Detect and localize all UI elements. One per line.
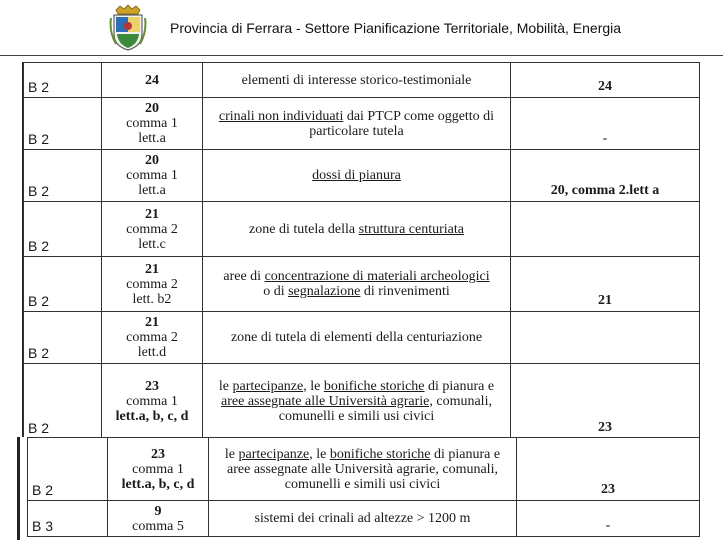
description-text: dai PTCP come oggetto di particolare tutela bbox=[309, 108, 495, 139]
description-text: le bbox=[312, 446, 330, 462]
province-coat-of-arms-icon bbox=[108, 4, 148, 52]
article-cell bbox=[102, 202, 203, 257]
norms-table bbox=[23, 62, 700, 439]
underlined-text: segnalazione bbox=[288, 284, 361, 299]
article-number: 23 bbox=[145, 378, 159, 394]
table-row bbox=[28, 438, 700, 501]
category-cell: B 2 bbox=[24, 63, 102, 98]
article-cell bbox=[102, 63, 203, 98]
article-cell bbox=[102, 312, 203, 364]
article-comma: comma 1 bbox=[126, 116, 178, 131]
description-cell: elementi di interesse storico-testimoniale bbox=[203, 63, 511, 98]
reference-cell: 23 bbox=[517, 438, 700, 501]
norms-table-continuation bbox=[27, 437, 700, 537]
description-cell bbox=[203, 150, 511, 202]
article-comma: comma 1 bbox=[126, 393, 178, 409]
underlined-text: bonifiche storiche bbox=[323, 378, 425, 394]
article-number: 20 bbox=[145, 153, 159, 168]
article-comma: comma 1 bbox=[126, 168, 178, 183]
description-cell bbox=[203, 98, 511, 150]
underlined-text: crinali non individuati bbox=[218, 108, 344, 124]
article-letter: lett.a, b, c, d bbox=[115, 408, 189, 424]
description-cell: sistemi dei crinali ad altezze > 1200 m bbox=[209, 501, 517, 537]
category-cell: B 2 bbox=[24, 257, 102, 312]
description-text: aree di bbox=[223, 269, 265, 284]
article-comma: comma 2 bbox=[126, 330, 178, 345]
article-number: 21 bbox=[145, 315, 159, 330]
article-comma: comma 2 bbox=[126, 276, 178, 292]
table-row bbox=[24, 257, 700, 312]
article-comma: comma 5 bbox=[132, 518, 184, 534]
article-letter: lett.d bbox=[137, 345, 167, 360]
reference-cell: 23 bbox=[511, 364, 700, 439]
description-cell: zone di tutela di elementi della centuriazione bbox=[203, 312, 511, 364]
table-row bbox=[24, 63, 700, 98]
description-text: comunali, comunelli e simili usi civici bbox=[278, 393, 492, 424]
description-cell bbox=[209, 438, 517, 501]
article-number: 21 bbox=[145, 261, 159, 277]
table-row bbox=[24, 150, 700, 202]
description-cell bbox=[203, 257, 511, 312]
underlined-text: aree assegnate alle Università agrarie, bbox=[221, 393, 433, 409]
description-text: zone di tutela della bbox=[249, 221, 359, 237]
category-cell: B 2 bbox=[24, 364, 102, 439]
description-text: di pianura e aree assegnate alle Università agrarie, comunali, comunelli e simili usi civici bbox=[227, 446, 501, 492]
description-text: le bbox=[306, 378, 324, 394]
table-row bbox=[24, 312, 700, 364]
article-number: 20 bbox=[145, 101, 159, 116]
category-cell: B 2 bbox=[24, 150, 102, 202]
header-divider bbox=[0, 55, 723, 56]
category-cell: B 3 bbox=[28, 501, 108, 537]
reference-cell: 20, comma 2.lett a bbox=[511, 150, 700, 202]
description-text: di pianura e bbox=[424, 378, 495, 394]
reference-cell: 21 bbox=[511, 257, 700, 312]
article-letter: lett.a bbox=[138, 131, 166, 146]
article-cell bbox=[108, 438, 209, 501]
table-row bbox=[24, 98, 700, 150]
article-letter: lett.a, b, c, d bbox=[121, 476, 195, 492]
underlined-text: bonifiche storiche bbox=[329, 446, 431, 462]
article-number: 21 bbox=[145, 206, 159, 222]
description-text: le bbox=[224, 446, 239, 462]
category-cell: B 2 bbox=[24, 202, 102, 257]
page-title: Provincia di Ferrara - Settore Pianificazione Territoriale, Mobilità, Energia bbox=[170, 20, 622, 36]
description-text: o di bbox=[263, 284, 289, 299]
table-row bbox=[24, 202, 700, 257]
article-number: 23 bbox=[151, 446, 165, 462]
reference-cell: 24 bbox=[511, 63, 700, 98]
underlined-text: partecipanze, bbox=[232, 378, 307, 394]
article-cell bbox=[102, 98, 203, 150]
underlined-text: concentrazione di materiali archeologici bbox=[264, 269, 490, 284]
description-cell bbox=[203, 202, 511, 257]
article-cell bbox=[108, 501, 209, 537]
category-cell: B 2 bbox=[24, 312, 102, 364]
category-cell: B 2 bbox=[28, 438, 108, 501]
reference-cell: - bbox=[511, 98, 700, 150]
reference-cell: - bbox=[517, 501, 700, 537]
underlined-text: dossi di pianura bbox=[312, 168, 401, 183]
article-number: 24 bbox=[145, 72, 159, 88]
description-text: le bbox=[218, 378, 233, 394]
article-cell bbox=[102, 150, 203, 202]
table-row bbox=[24, 364, 700, 439]
article-comma: comma 1 bbox=[132, 461, 184, 477]
article-number: 9 bbox=[154, 503, 162, 519]
article-cell bbox=[102, 257, 203, 312]
article-cell bbox=[102, 364, 203, 439]
description-cell bbox=[203, 364, 511, 439]
description-text: di rinvenimenti bbox=[360, 284, 450, 299]
article-letter: lett.a bbox=[138, 183, 166, 198]
article-comma: comma 2 bbox=[126, 221, 178, 237]
reference-cell bbox=[511, 202, 700, 257]
page-header bbox=[0, 0, 723, 56]
underlined-text: partecipanze, bbox=[238, 446, 313, 462]
category-cell: B 2 bbox=[24, 98, 102, 150]
underlined-text: struttura centuriata bbox=[358, 221, 464, 237]
article-letter: lett. b2 bbox=[132, 291, 172, 307]
table-row bbox=[28, 501, 700, 537]
reference-cell bbox=[511, 312, 700, 364]
article-letter: lett.c bbox=[138, 236, 166, 252]
